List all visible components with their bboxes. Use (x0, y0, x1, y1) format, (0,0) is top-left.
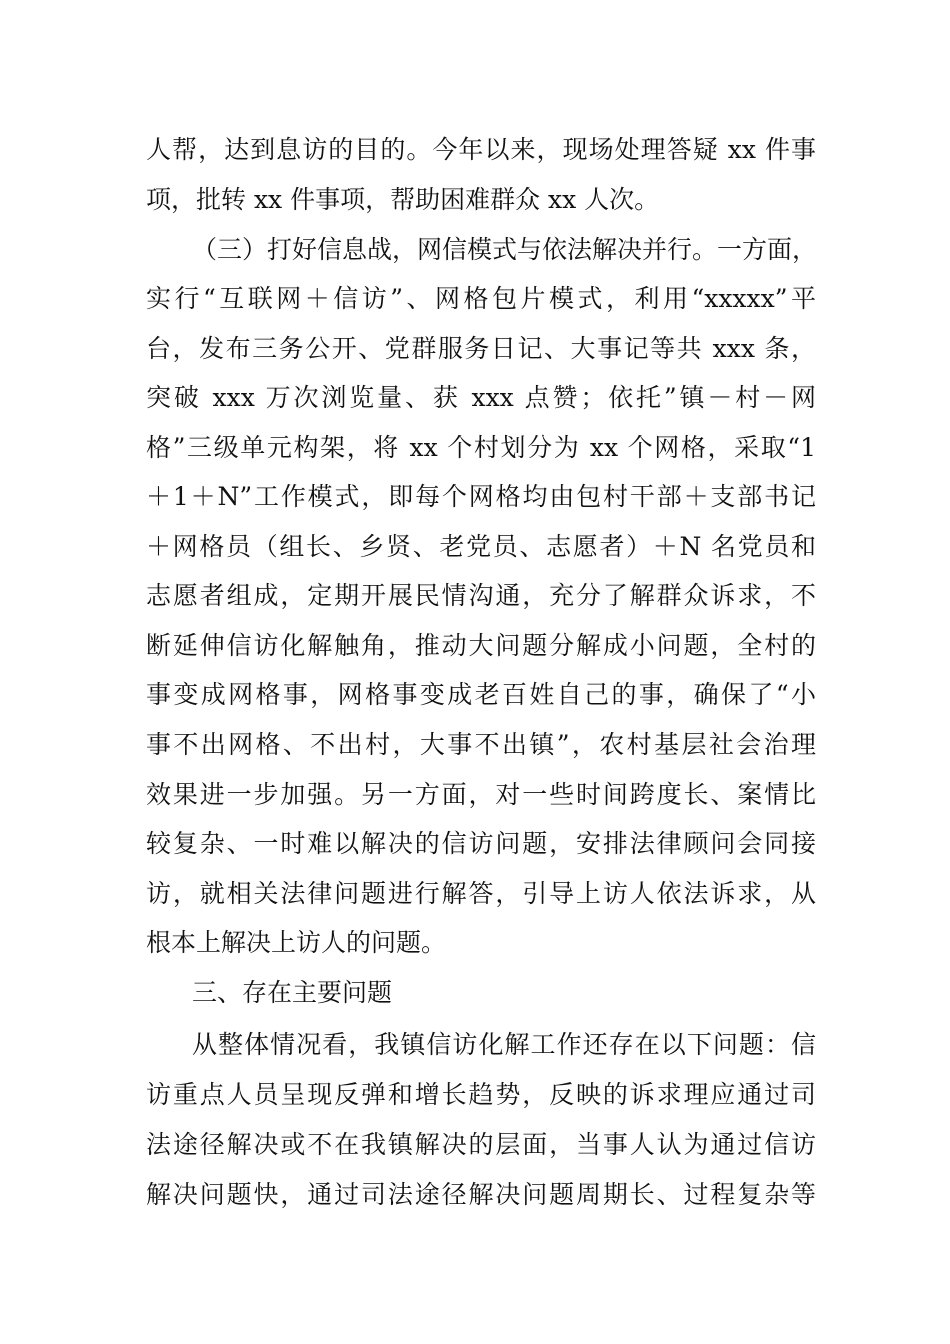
text-line: 事变成网格事，网格事变成老百姓自己的事，确保了“小 (146, 680, 816, 709)
section-3-heading-line: （三）打好信息战，网信模式与依法解决并行。一方面， (192, 235, 818, 264)
text-line: 解决问题快，通过司法途径解决问题周期长、过程复杂等 (146, 1180, 816, 1209)
text-line: 志愿者组成，定期开展民情沟通，充分了解群众诉求，不 (146, 581, 816, 610)
text-line: 人帮，达到息访的目的。今年以来，现场处理答疑 xx 件事 (146, 135, 816, 164)
text-line: 访，就相关法律问题进行解答，引导上访人依法诉求，从 (146, 879, 816, 908)
text-line: 格”三级单元构架，将 xx 个村划分为 xx 个网格，采取“1 (146, 433, 816, 462)
text-line: 效果进一步加强。另一方面，对一些时间跨度长、案情比 (146, 780, 816, 809)
text-line: 断延伸信访化解触角，推动大问题分解成小问题，全村的 (146, 631, 816, 660)
text-line: 从整体情况看，我镇信访化解工作还存在以下问题：信 (192, 1030, 816, 1059)
text-line: 实行“互联网＋信访”、网格包片模式，利用“xxxxx”平 (146, 284, 816, 313)
text-line: 法途径解决或不在我镇解决的层面，当事人认为通过信访 (146, 1130, 816, 1159)
text-line: 访重点人员呈现反弹和增长趋势，反映的诉求理应通过司 (146, 1080, 816, 1109)
text-line: 事不出网格、不出村，大事不出镇”，农村基层社会治理 (146, 730, 816, 759)
section-heading: 三、存在主要问题 (192, 978, 393, 1007)
text-line: 项，批转 xx 件事项，帮助困难群众 xx 人次。 (146, 185, 660, 214)
text-line: 根本上解决上访人的问题。 (146, 928, 447, 957)
text-line: 突破 xxx 万次浏览量、获 xxx 点赞；依托”镇－村－网 (146, 383, 816, 412)
text-line: ＋1＋N”工作模式，即每个网格均由包村干部＋支部书记 (146, 482, 816, 511)
text-line: ＋网格员（组长、乡贤、老党员、志愿者）＋N 名党员和 (146, 532, 816, 561)
text-line: 较复杂、一时难以解决的信访问题，安排法律顾问会同接 (146, 829, 816, 858)
text-line: 台，发布三务公开、党群服务日记、大事记等共 xxx 条， (146, 334, 816, 363)
